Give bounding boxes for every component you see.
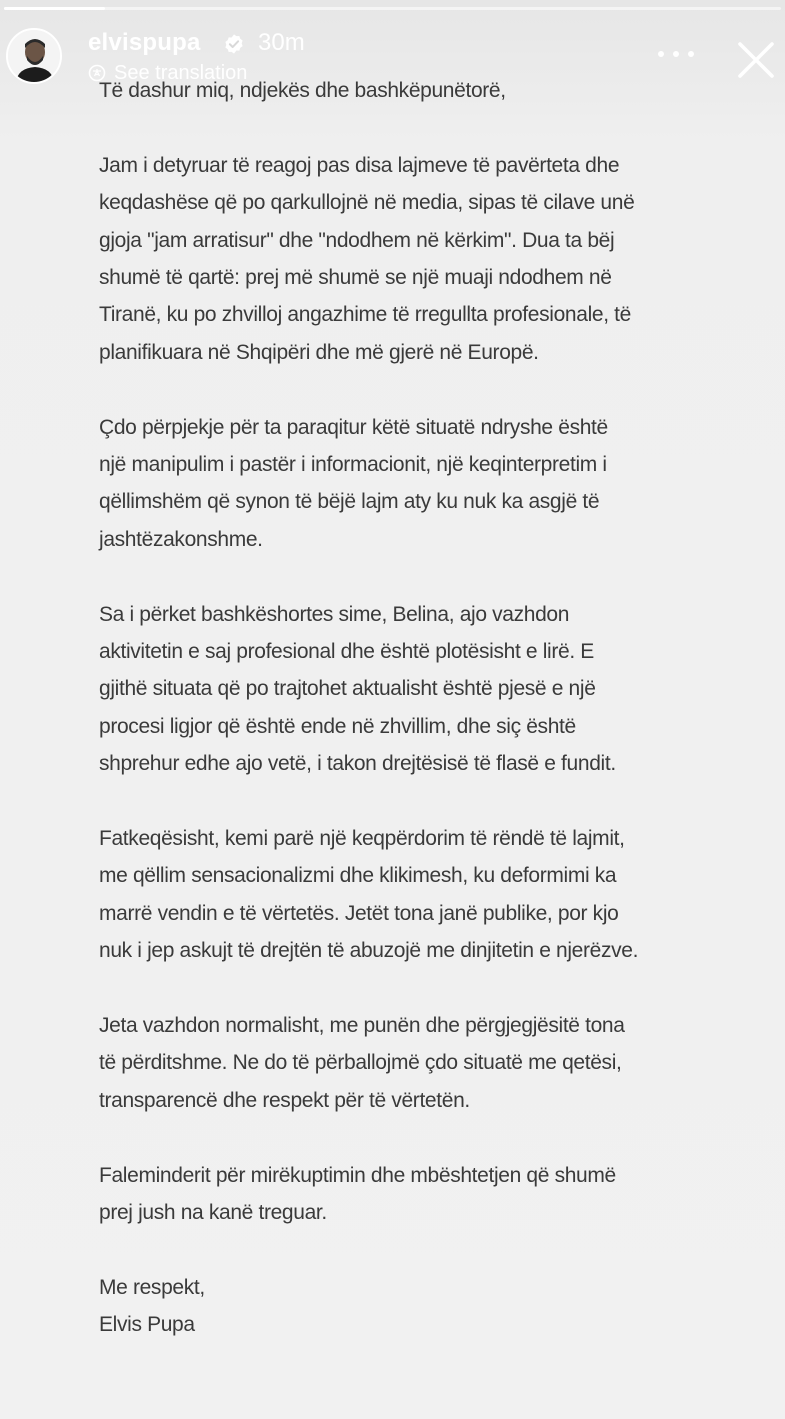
paragraph-line: të përditshme. Ne do të përballojmë çdo situatë me qetësi,: [99, 1051, 622, 1075]
see-translation-label: See translation: [114, 61, 248, 84]
greeting: Të dashur miq, ndjekës dhe bashkëpunëtorë,: [99, 79, 506, 102]
paragraph-line: transparencë dhe respekt për të vërtetën.: [99, 1088, 470, 1112]
paragraph-line: qëllimshëm që synon të bëjë lajm aty ku nuk ka asgjë të: [99, 490, 600, 514]
statement-text: [99, 72, 739, 1344]
more-options-icon[interactable]: [658, 48, 694, 60]
paragraph-line: Sa i përket bashkëshortes sime, Belina, ajo vazhdon: [99, 602, 570, 626]
avatar-image: [8, 30, 60, 82]
paragraph-line: me qëllim sensacionalizmi dhe klikimesh, ku deformimi ka: [99, 864, 617, 888]
verified-badge-icon: [223, 33, 245, 55]
paragraph-line: një manipulim i pastër i informacionit, një keqinterpretim i: [99, 453, 607, 477]
signature: Elvis Pupa: [99, 1313, 195, 1337]
paragraph-line: aktivitetin e saj profesional dhe është plotësisht e lirë. E: [99, 640, 594, 664]
paragraph-5: [99, 1007, 739, 1119]
paragraph-line: Jeta vazhdon normalisht, me punën dhe përgjegjësitë tona: [99, 1014, 625, 1038]
paragraph-1: [99, 147, 739, 371]
paragraph-line: keqdashëse që po qarkullojnë në media, sipas të cilave unë: [99, 191, 635, 215]
paragraph-line: jashtëzakonshme.: [99, 527, 263, 551]
paragraph-line: nuk i jep askujt të drejtën të abuzojë me dinjitetin e njerëzve.: [99, 939, 639, 963]
paragraph-6: [99, 1157, 739, 1232]
paragraph-line: procesi ligjor që është ende në zhvillim, dhe siç është: [99, 714, 576, 738]
closing: Me respekt,: [99, 1275, 205, 1299]
paragraph-line: shprehur edhe ajo vetë, i takon drejtësisë të flasë e fundit.: [99, 752, 616, 776]
avatar[interactable]: [6, 28, 62, 84]
paragraph-line: shumë të qartë: prej më shumë se një muaji ndodhem në: [99, 266, 612, 290]
paragraph-line: marrë vendin e të vërtetës. Jetët tona janë publike, por kjo: [99, 901, 619, 925]
story-progress-bar: [4, 7, 781, 10]
paragraph-2: [99, 409, 739, 559]
paragraph-line: Jam i detyruar të reagoj pas disa lajmeve të pavërteta dhe: [99, 153, 620, 177]
paragraph-line: Faleminderit për mirëkuptimin dhe mbështetjen që shumë: [99, 1163, 616, 1187]
paragraph-line: gjithë situata që po trajtohet aktualisht është pjesë e një: [99, 677, 596, 701]
paragraph-3: [99, 596, 739, 783]
close-icon[interactable]: [734, 38, 778, 82]
username[interactable]: elvispupa: [88, 29, 201, 56]
post-time: 30m: [258, 29, 305, 56]
paragraph-line: Çdo përpjekje për ta paraqitur këtë situatë ndryshe është: [99, 415, 608, 439]
paragraph-line: Fatkeqësisht, kemi parë një keqpërdorim të rëndë të lajmit,: [99, 827, 625, 851]
paragraph-line: Tiranë, ku po zhvilloj angazhime të rregullta profesionale, të: [99, 303, 631, 327]
paragraph-line: gjoja "jam arratisur" dhe "ndodhem në kërkim". Dua ta bëj: [99, 228, 615, 252]
paragraph-line: planifikuara në Shqipëri dhe më gjerë në Europë.: [99, 340, 539, 364]
story-progress-fill: [4, 7, 105, 10]
paragraph-4: [99, 820, 739, 970]
paragraph-line: prej jush na kanë treguar.: [99, 1201, 327, 1225]
